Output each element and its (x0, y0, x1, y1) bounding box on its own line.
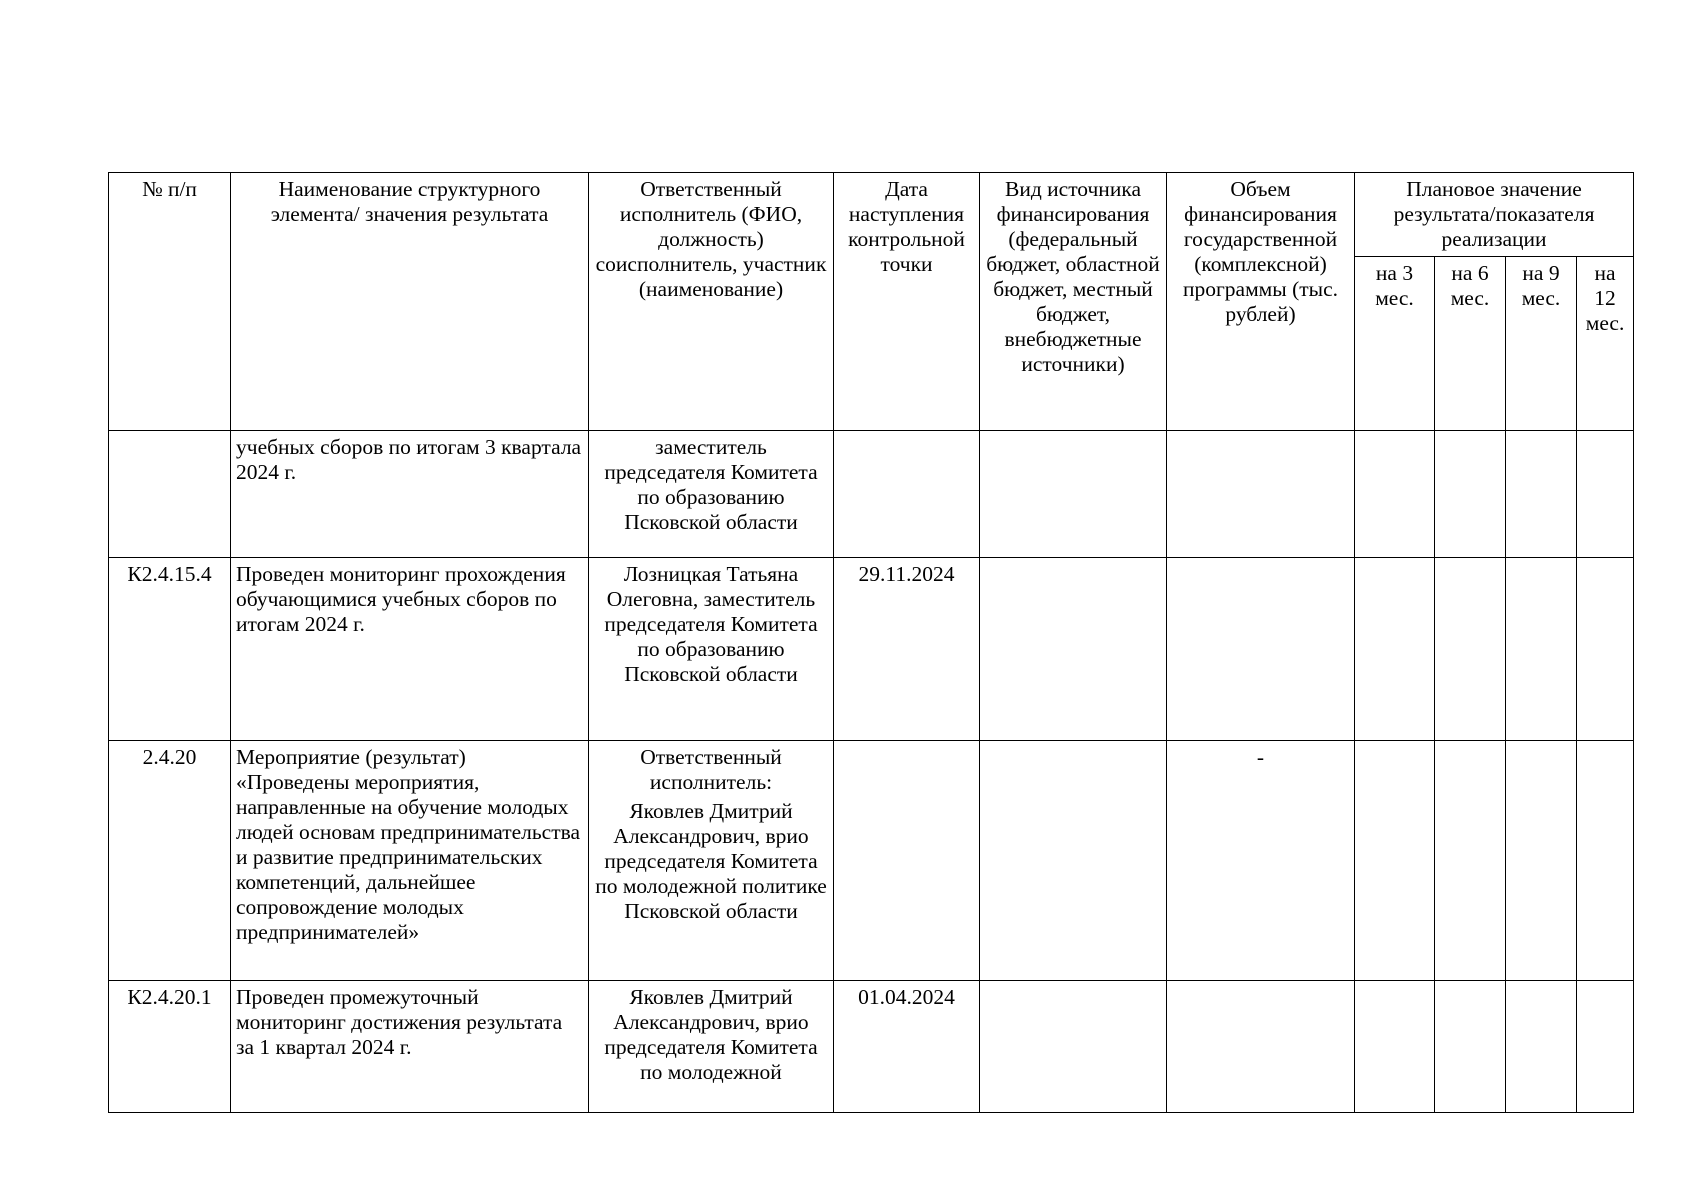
row-12-months (1577, 431, 1634, 558)
row-3-months (1355, 558, 1435, 741)
row-volume (1167, 981, 1355, 1113)
header-name: Наименование структурного элемента/ значения результата (231, 173, 589, 431)
row-date (834, 431, 980, 558)
row-source (980, 741, 1167, 981)
header-plan: Плановое значение результата/показателя реализации (1355, 173, 1634, 257)
row-name: Проведен промежуточный мониторинг достижения результата за 1 квартал 2024 г. (231, 981, 589, 1113)
row-6-months (1435, 741, 1506, 981)
header-date: Дата наступления контрольной точки (834, 173, 980, 431)
table-row (109, 741, 1634, 981)
row-9-months (1506, 741, 1577, 981)
row-12-months (1577, 558, 1634, 741)
header-num: № п/п (109, 173, 231, 431)
row-volume: - (1167, 741, 1355, 981)
row-responsible: заместитель председателя Комитета по образованию Псковской области (589, 431, 834, 558)
table-row (109, 431, 1634, 558)
row-source (980, 431, 1167, 558)
row-date: 29.11.2024 (834, 558, 980, 741)
header-3-months: на 3 мес. (1355, 257, 1435, 431)
row-6-months (1435, 981, 1506, 1113)
row-9-months (1506, 431, 1577, 558)
row-9-months (1506, 981, 1577, 1113)
row-source (980, 558, 1167, 741)
table-row (109, 981, 1634, 1113)
header-9-months: на 9 мес. (1506, 257, 1577, 431)
responsible-label: Ответственный исполнитель: (640, 745, 782, 794)
table-row (109, 558, 1634, 741)
header-6-months: на 6 мес. (1435, 257, 1506, 431)
row-name: учебных сборов по итогам 3 квартала 2024 г. (231, 431, 589, 558)
row-12-months (1577, 981, 1634, 1113)
header-row-1 (109, 173, 1634, 257)
row-name: Мероприятие (результат) «Проведены мероприятия, направленные на обучение молодых людей основам предпринимательства и развитие предпринимательских компетенций, дальнейшее сопровождение молодых предпринимателей» (231, 741, 589, 981)
row-volume (1167, 558, 1355, 741)
row-6-months (1435, 558, 1506, 741)
row-3-months (1355, 981, 1435, 1113)
row-name: Проведен мониторинг прохождения обучающимися учебных сборов по итогам 2024 г. (231, 558, 589, 741)
row-source (980, 981, 1167, 1113)
row-date: 01.04.2024 (834, 981, 980, 1113)
row-num: 2.4.20 (109, 741, 231, 981)
row-6-months (1435, 431, 1506, 558)
row-responsible: Лозницкая Татьяна Олеговна, заместитель председателя Комитета по образованию Псковской области (589, 558, 834, 741)
row-9-months (1506, 558, 1577, 741)
header-responsible: Ответственный исполнитель (ФИО, должность) соисполнитель, участник (наименование) (589, 173, 834, 431)
row-12-months (1577, 741, 1634, 981)
row-3-months (1355, 431, 1435, 558)
row-num: К2.4.20.1 (109, 981, 231, 1113)
row-responsible (589, 741, 834, 981)
row-3-months (1355, 741, 1435, 981)
row-num: К2.4.15.4 (109, 558, 231, 741)
header-12-months: на 12 мес. (1577, 257, 1634, 431)
row-volume (1167, 431, 1355, 558)
header-source: Вид источника финансирования (федеральный бюджет, областной бюджет, местный бюджет, внебюджетные источники) (980, 173, 1167, 431)
row-date (834, 741, 980, 981)
document-page (108, 172, 1634, 1113)
row-num (109, 431, 231, 558)
header-volume: Объем финансирования государственной (комплексной) программы (тыс. рублей) (1167, 173, 1355, 431)
plan-table (108, 172, 1634, 1113)
responsible-person: Яковлев Дмитрий Александрович, врио председателя Комитета по молодежной политике Псковской области (595, 799, 827, 923)
row-responsible: Яковлев Дмитрий Александрович, врио председателя Комитета по молодежной (589, 981, 834, 1113)
